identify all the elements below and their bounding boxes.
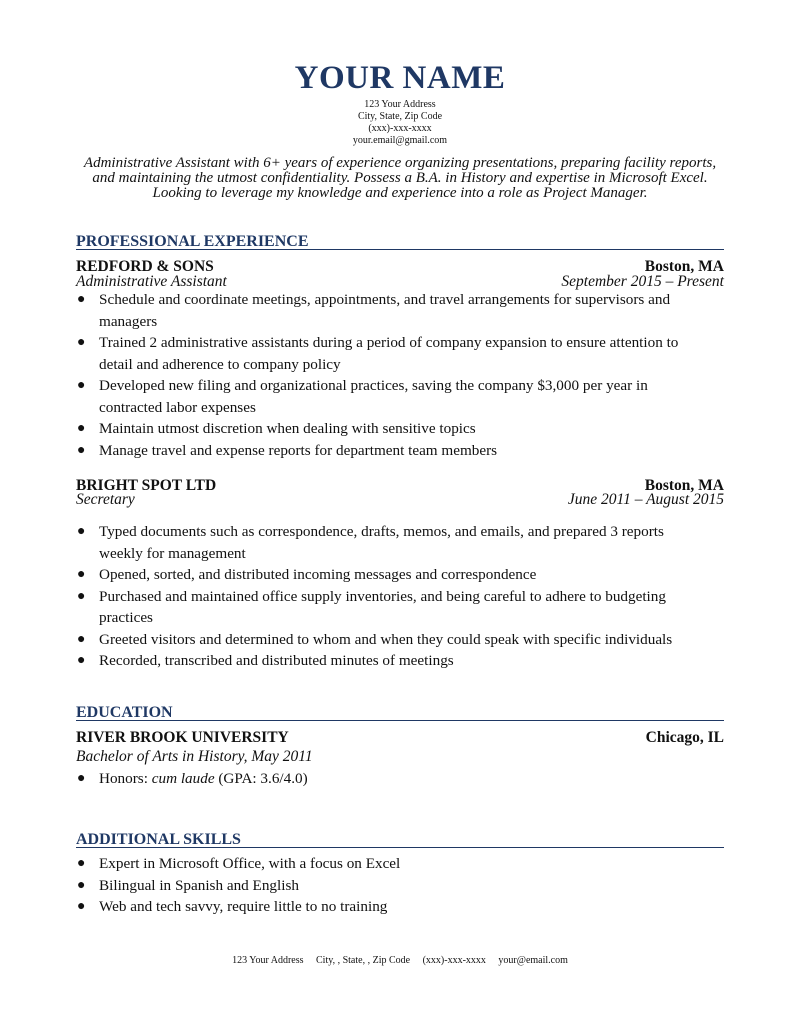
job-location: Boston, MA (644, 477, 724, 494)
skills-section-title: ADDITIONAL SKILLS (76, 831, 241, 848)
bullet-icon: ● (77, 588, 86, 604)
footer-address: 123 Your Address (232, 955, 304, 966)
education-degree-row (76, 748, 724, 765)
experience-divider (76, 249, 724, 250)
list-item: ● Greeted visitors and determined to whom and when they could speak with specific individuals (76, 629, 696, 651)
list-item: ● Trained 2 administrative assistants during a period of company expansion to ensure attention to detail and adherence to company policy (77, 334, 679, 373)
degree: Bachelor of Arts in History, May 2011 (76, 748, 313, 765)
job-bullets-1 (76, 289, 696, 461)
bullet-icon: ● (77, 524, 86, 539)
job-location: Boston, MA (644, 258, 724, 275)
school-name: RIVER BROOK UNIVERSITY (76, 729, 289, 746)
bullet-icon: ● (77, 771, 86, 786)
skills-bullets (76, 853, 696, 918)
bullet-icon: ● (77, 567, 86, 582)
job-dates: June 2011 – August 2015 (567, 491, 724, 508)
contact-city-state-zip: City, State, Zip Code (357, 111, 443, 122)
education-header (76, 729, 724, 746)
bullet-icon: ● (77, 292, 86, 307)
list-item: ● Typed documents such as correspondence, drafts, memos, and emails, and prepared 3 reports weekly for management (77, 523, 664, 562)
bullet-icon: ● (77, 877, 86, 893)
education-section-title: EDUCATION (76, 704, 173, 721)
contact-block (0, 99, 800, 147)
bullet-icon: ● (77, 631, 86, 647)
list-item: ● Purchased and maintained office supply inventories, and being careful to adhere to budgeting practices (77, 587, 666, 626)
honors-prefix: Honors: (99, 770, 152, 787)
job-company: BRIGHT SPOT LTD (76, 477, 217, 494)
summary-paragraph: Administrative Assistant with 6+ years of experience organizing presentations, preparing facility reports, and maintaining the utmost confidentiality. Possess a B.A. in History and expertise in Microsoft Excel. Looking to leverage my knowledge and experience into a role as Project Manager. (83, 155, 717, 201)
school-location: Chicago, IL (645, 729, 724, 746)
contact-email: your.email@gmail.com (352, 135, 448, 146)
bullet-icon: ● (77, 899, 86, 914)
education-bullets (76, 768, 696, 790)
list-item: ● Expert in Microsoft Office, with a focus on Excel (76, 853, 696, 875)
job-bullets-2 (76, 521, 696, 672)
bullet-icon: ● (77, 335, 86, 350)
skills-divider (76, 847, 724, 848)
experience-section-title: PROFESSIONAL EXPERIENCE (76, 233, 309, 250)
footer-city-state-zip: City, , State, , Zip Code (316, 955, 411, 966)
bullet-icon: ● (77, 442, 86, 458)
footer-phone: (xxx)-xxx-xxxx (422, 955, 486, 966)
list-item (76, 768, 696, 790)
list-item: ● Opened, sorted, and distributed incoming messages and correspondence (76, 564, 696, 586)
job-role: Secretary (76, 491, 135, 508)
contact-phone: (xxx)-xxx-xxxx (368, 123, 432, 134)
honors-gpa: (GPA: 3.6/4.0) (214, 770, 308, 787)
education-divider (76, 720, 724, 721)
contact-address: 123 Your Address (364, 99, 436, 110)
honors-latin: cum laude (151, 770, 215, 787)
footer-email: your@email.com (498, 955, 568, 966)
job-subheader-1 (76, 273, 724, 290)
list-item: ● Recorded, transcribed and distributed minutes of meetings (76, 650, 696, 672)
list-item: ● Developed new filing and organizational practices, saving the company $3,000 per year in contracted labor expenses (77, 377, 648, 416)
list-item: ● Web and tech savvy, require little to no training (76, 896, 696, 918)
list-item: ● Bilingual in Spanish and English (76, 875, 696, 897)
bullet-icon: ● (77, 653, 86, 668)
job-role: Administrative Assistant (76, 273, 227, 290)
list-item: ● Manage travel and expense reports for department team members (76, 440, 696, 462)
bullet-icon: ● (77, 856, 86, 871)
footer-contact (0, 955, 800, 967)
job-company: REDFORD & SONS (76, 258, 214, 275)
bullet-icon: ● (77, 421, 86, 436)
resume-name: YOUR NAME (294, 60, 506, 96)
list-item: ● Schedule and coordinate meetings, appointments, and travel arrangements for supervisors and managers (77, 291, 671, 330)
bullet-icon: ● (77, 378, 86, 393)
job-subheader-2 (76, 491, 724, 508)
job-dates: September 2015 – Present (561, 273, 724, 290)
list-item: ● Maintain utmost discretion when dealing with sensitive topics (76, 418, 696, 440)
